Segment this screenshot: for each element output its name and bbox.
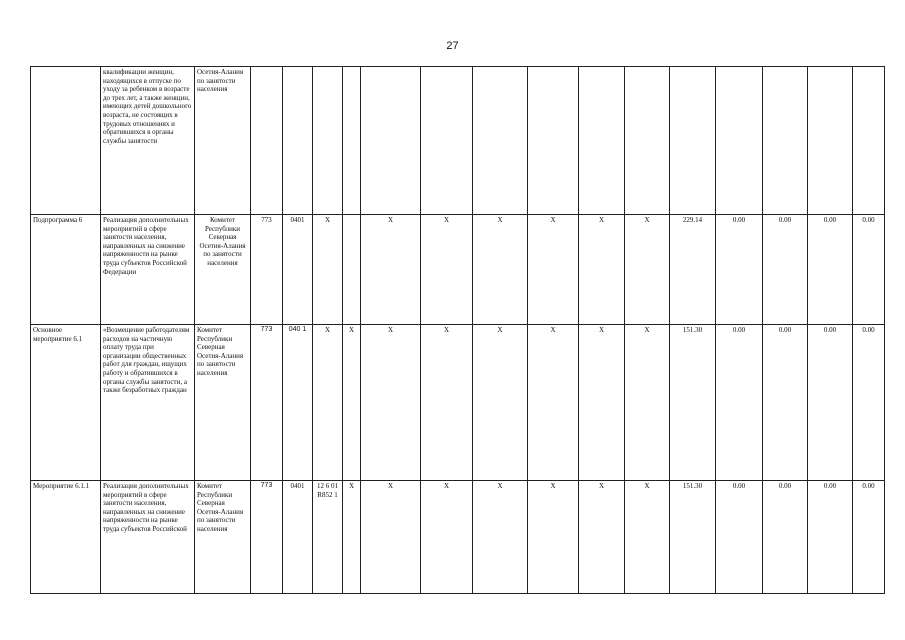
executor-cell: Комитет Республики Северная Осетия-Алания по занятости населения [195,481,251,594]
x-cell [473,67,528,215]
csr-cell [313,67,343,215]
program-name-cell: Основное мероприятие 6.1 [31,325,101,481]
amount-cell: 151.30 [670,481,716,594]
rzpr-cell: 040 1 [283,325,313,481]
program-name-cell: Подпрограмма 6 [31,215,101,325]
x-cell: X [625,481,670,594]
x-cell [625,67,670,215]
x-cell: X [579,481,625,594]
x-cell: X [361,215,421,325]
x-cell [361,67,421,215]
x-cell: X [625,325,670,481]
amount-cell: 0.00 [808,325,853,481]
amount-cell: 0.00 [716,215,763,325]
amount-cell: 229.14 [670,215,716,325]
csr-cell: X [313,325,343,481]
amount-cell: 0.00 [763,481,808,594]
executor-cell: Осетия-Алания по занятости населения [195,67,251,215]
budget-table [30,66,885,594]
table-row [31,325,885,481]
vr-cell: X [343,325,361,481]
amount-cell [808,67,853,215]
amount-cell: 0.00 [853,481,885,594]
rzpr-cell: 0401 [283,215,313,325]
x-cell: X [421,325,473,481]
vr-cell [343,67,361,215]
x-cell: X [473,325,528,481]
x-cell [579,67,625,215]
amount-cell [853,67,885,215]
executor-cell: Комитет Республики Северная Осетия-Алания по занятости населения [195,325,251,481]
x-cell: X [473,215,528,325]
vr-cell: X [343,481,361,594]
rzpr-cell [283,67,313,215]
amount-cell: 0.00 [763,215,808,325]
csr-cell: 12 6 01 R852 1 [313,481,343,594]
amount-cell: 151.30 [670,325,716,481]
amount-cell: 0.00 [808,481,853,594]
amount-cell [670,67,716,215]
x-cell: X [421,215,473,325]
x-cell: X [473,481,528,594]
amount-cell: 0.00 [853,325,885,481]
program-name-cell: Мероприятие 6.1.1 [31,481,101,594]
x-cell [528,67,579,215]
rzpr-cell: 0401 [283,481,313,594]
x-cell: X [625,215,670,325]
page-number: 27 [446,40,459,52]
grbs-cell: 773 [251,481,283,594]
x-cell: X [361,325,421,481]
x-cell: X [528,481,579,594]
table-row [31,481,885,594]
grbs-cell: 773 [251,325,283,481]
x-cell: X [528,215,579,325]
amount-cell: 0.00 [808,215,853,325]
program-description-cell: «Возмещение работодателям расходов на частичную оплату труда при организации общественных работ для граждан, ищущих работу и обратившихся в органы службы занятости, а также безработных граждан [101,325,195,481]
amount-cell: 0.00 [716,481,763,594]
amount-cell: 0.00 [716,325,763,481]
x-cell: X [528,325,579,481]
program-description-cell: Реализация дополнительных мероприятий в сфере занятости населения, направленных на снижение напряженности на рынке труда субъектов Российской [101,481,195,594]
program-description-cell: квалификации женщин, находящихся в отпуске по уходу за ребенком в возрасте до трех лет, а также женщин, имеющих детей дошкольного возраста, не состоящих в трудовых отношениях и обратившихся в органы службы занятости [101,67,195,215]
executor-cell: Комитет Республики Северная Осетия-Алания по занятости населения [195,215,251,325]
table-row [31,67,885,215]
x-cell: X [421,481,473,594]
table-row [31,215,885,325]
x-cell [421,67,473,215]
amount-cell: 0.00 [763,325,808,481]
grbs-cell [251,67,283,215]
program-name-cell [31,67,101,215]
vr-cell [343,215,361,325]
x-cell: X [361,481,421,594]
amount-cell [763,67,808,215]
csr-cell: X [313,215,343,325]
amount-cell [716,67,763,215]
program-description-cell: Реализация дополнительных мероприятий в сфере занятости населения, направленных на снижение напряженности на рынке труда субъектов Российской Федерации [101,215,195,325]
amount-cell: 0.00 [853,215,885,325]
x-cell: X [579,325,625,481]
grbs-cell: 773 [251,215,283,325]
x-cell: X [579,215,625,325]
